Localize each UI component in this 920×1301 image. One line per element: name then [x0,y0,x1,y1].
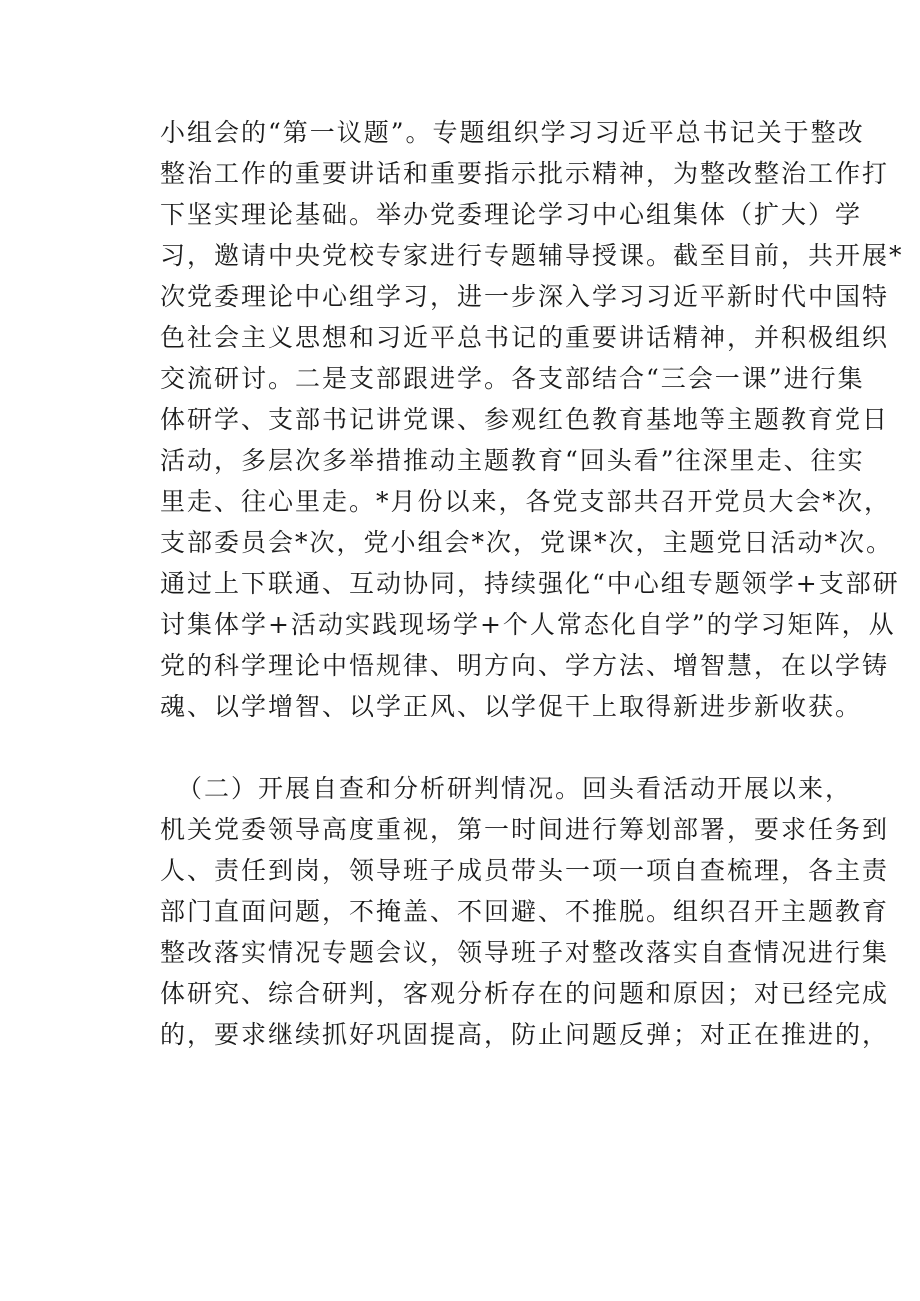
section-heading-line: （二）开展自查和分析研判情况。回头看活动开展以来， [177,774,853,803]
text-line: 里走、往心里走。*月份以来，各党支部共召开党员大会*次， [160,487,892,516]
text-line: 次党委理论中心组学习，进一步深入学习习近平新时代中国特 [160,282,890,311]
text-line: 整改落实情况专题会议，领导班子对整改落实自查情况进行集 [160,938,890,967]
text-line: 的，要求继续抓好巩固提高，防止问题反弹；对正在推进的， [160,1020,890,1049]
text-line: 小组会的“第一议题”。专题组织学习习近平总书记关于整改 [160,118,865,147]
text-line: 色社会主义思想和习近平总书记的重要讲话精神，并积极组织 [160,323,890,352]
text-line: 支部委员会*次，党小组会*次，党课*次，主题党日活动*次。 [160,528,894,557]
text-line: 党的科学理论中悟规律、明方向、学方法、增智慧，在以学铸 [160,651,890,680]
text-line: 人、责任到岗，领导班子成员带头一项一项自查梳理，各主责 [160,856,890,885]
text-line: 下坚实理论基础。举办党委理论学习中心组集体（扩大）学 [160,200,863,229]
text-line: 活动，多层次多举措推动主题教育“回头看”往深里走、往实 [160,446,865,475]
text-line: 整治工作的重要讲话和重要指示批示精神，为整改整治工作打 [160,159,890,188]
text-line: 讨集体学+活动实践现场学+个人常态化自学”的学习矩阵，从 [160,610,896,639]
paragraph-self-check [160,768,890,1055]
text-line: 习，邀请中央党校专家进行专题辅导授课。截至目前，共开展* [160,241,904,270]
text-line: 机关党委领导高度重视，第一时间进行筹划部署，要求任务到 [160,815,890,844]
text-line: 通过上下联通、互动协同，持续强化“中心组专题领学+支部研 [160,569,900,598]
text-line: 体研学、支部书记讲党课、参观红色教育基地等主题教育党日 [160,405,890,434]
paragraph-study-progress [160,112,904,727]
text-line: 魂、以学增智、以学正风、以学促干上取得新进步新收获。 [160,692,863,721]
text-line: 体研究、综合研判，客观分析存在的问题和原因；对已经完成 [160,979,890,1008]
text-line: 部门直面问题，不掩盖、不回避、不推脱。组织召开主题教育 [160,897,890,926]
text-line: 交流研讨。二是支部跟进学。各支部结合“三会一课”进行集 [160,364,865,393]
